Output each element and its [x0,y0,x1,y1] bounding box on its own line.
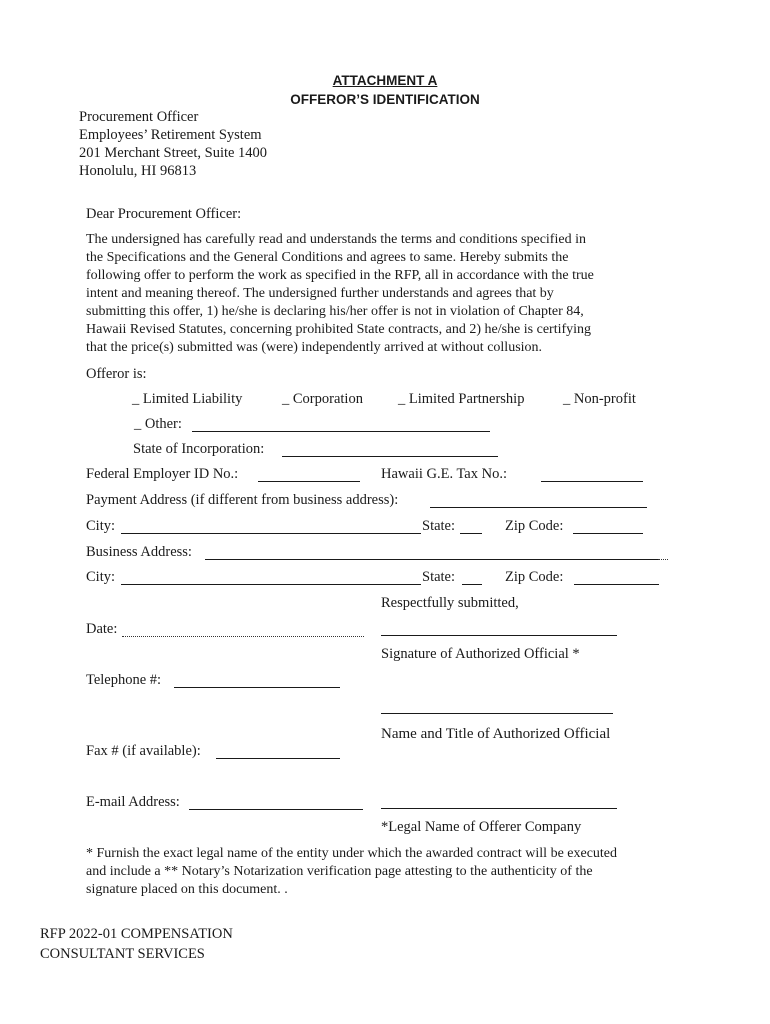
ge-tax-input-line[interactable] [541,481,643,482]
zip-label-1: Zip Code: [505,518,564,534]
option-corporation[interactable]: _ Corporation [282,391,363,407]
address-line-2: Employees’ Retirement System [79,127,262,143]
state-label-1: State: [422,518,456,534]
business-address-dots [658,559,668,560]
telephone-input-line[interactable] [174,687,340,688]
zip-label-2: Zip Code: [505,569,564,585]
state-input-line-1[interactable] [460,533,482,534]
other-input-line[interactable] [192,431,490,432]
body-line-2: the Specifications and the General Conditions and agrees to same. Hereby submits the [86,250,569,265]
business-address-input-line[interactable] [205,559,658,560]
state-label-2: State: [422,569,456,585]
body-line-4: intent and meaning thereof. The undersigned further understands and agrees that by [86,286,554,301]
document-subtitle: OFFEROR’S IDENTIFICATION [290,92,480,107]
email-label: E-mail Address: [86,794,180,810]
body-line-5: submitting this offer, 1) he/she is declaring his/her offer is not in violation of Chapter 84, [86,304,584,319]
email-input-line[interactable] [189,809,363,810]
date-input-line[interactable] [122,636,364,637]
address-line-4: Honolulu, HI 96813 [79,163,197,179]
option-non-profit[interactable]: _ Non-profit [563,391,636,407]
offeror-label: Offeror is: [86,366,147,382]
fax-input-line[interactable] [216,758,340,759]
telephone-label: Telephone #: [86,672,162,688]
salutation: Dear Procurement Officer: [86,206,242,222]
date-label: Date: [86,621,118,637]
address-line-1: Procurement Officer [79,109,199,125]
body-line-1: The undersigned has carefully read and understands the terms and conditions specified in [86,232,586,247]
respectfully-submitted: Respectfully submitted, [381,595,519,611]
payment-address-input-line[interactable] [430,507,647,508]
body-line-7: that the price(s) submitted was (were) independently arrived at without collusion. [86,340,543,355]
fein-input-line[interactable] [258,481,360,482]
body-line-3: following offer to perform the work as specified in the RFP, all in accordance with the true [86,268,594,283]
signature-label: Signature of Authorized Official * [381,646,580,662]
signature-line[interactable] [381,635,617,636]
option-other[interactable]: _ Other: [134,416,182,432]
document-title: ATTACHMENT A [332,73,438,88]
fax-label: Fax # (if available): [86,743,201,759]
option-limited-partnership[interactable]: _ Limited Partnership [398,391,525,407]
state-input-line-2[interactable] [462,584,482,585]
footer-line-1: RFP 2022-01 COMPENSATION [40,926,233,942]
body-line-6: Hawaii Revised Statutes, concerning prohibited State contracts, and 2) he/she is certifying [86,322,592,337]
state-of-incorporation-input-line[interactable] [282,456,498,457]
city-input-line-2[interactable] [121,584,421,585]
fein-label: Federal Employer ID No.: [86,466,239,482]
footnote-line-1: * Furnish the exact legal name of the entity under which the awarded contract will be executed [86,846,618,861]
name-title-label: Name and Title of Authorized Official [381,726,611,742]
city-label-1: City: [86,518,116,534]
city-input-line-1[interactable] [121,533,421,534]
option-limited-liability[interactable]: _ Limited Liability [132,391,243,407]
state-of-incorporation-label: State of Incorporation: [133,441,265,457]
footnote-line-2: and include a ** Notary’s Notarization verification page attesting to the authenticity of the [86,864,593,879]
ge-tax-label: Hawaii G.E. Tax No.: [381,466,507,482]
footnote-line-3: signature placed on this document. . [86,882,288,897]
zip-input-line-1[interactable] [573,533,643,534]
legal-name-label: *Legal Name of Offerer Company [381,819,582,835]
name-title-line[interactable] [381,713,613,714]
footer-line-2: CONSULTANT SERVICES [40,946,205,962]
legal-name-line[interactable] [381,808,617,809]
payment-address-label: Payment Address (if different from business address): [86,492,399,508]
zip-input-line-2[interactable] [574,584,659,585]
city-label-2: City: [86,569,116,585]
address-line-3: 201 Merchant Street, Suite 1400 [79,145,268,161]
business-address-label: Business Address: [86,544,192,560]
